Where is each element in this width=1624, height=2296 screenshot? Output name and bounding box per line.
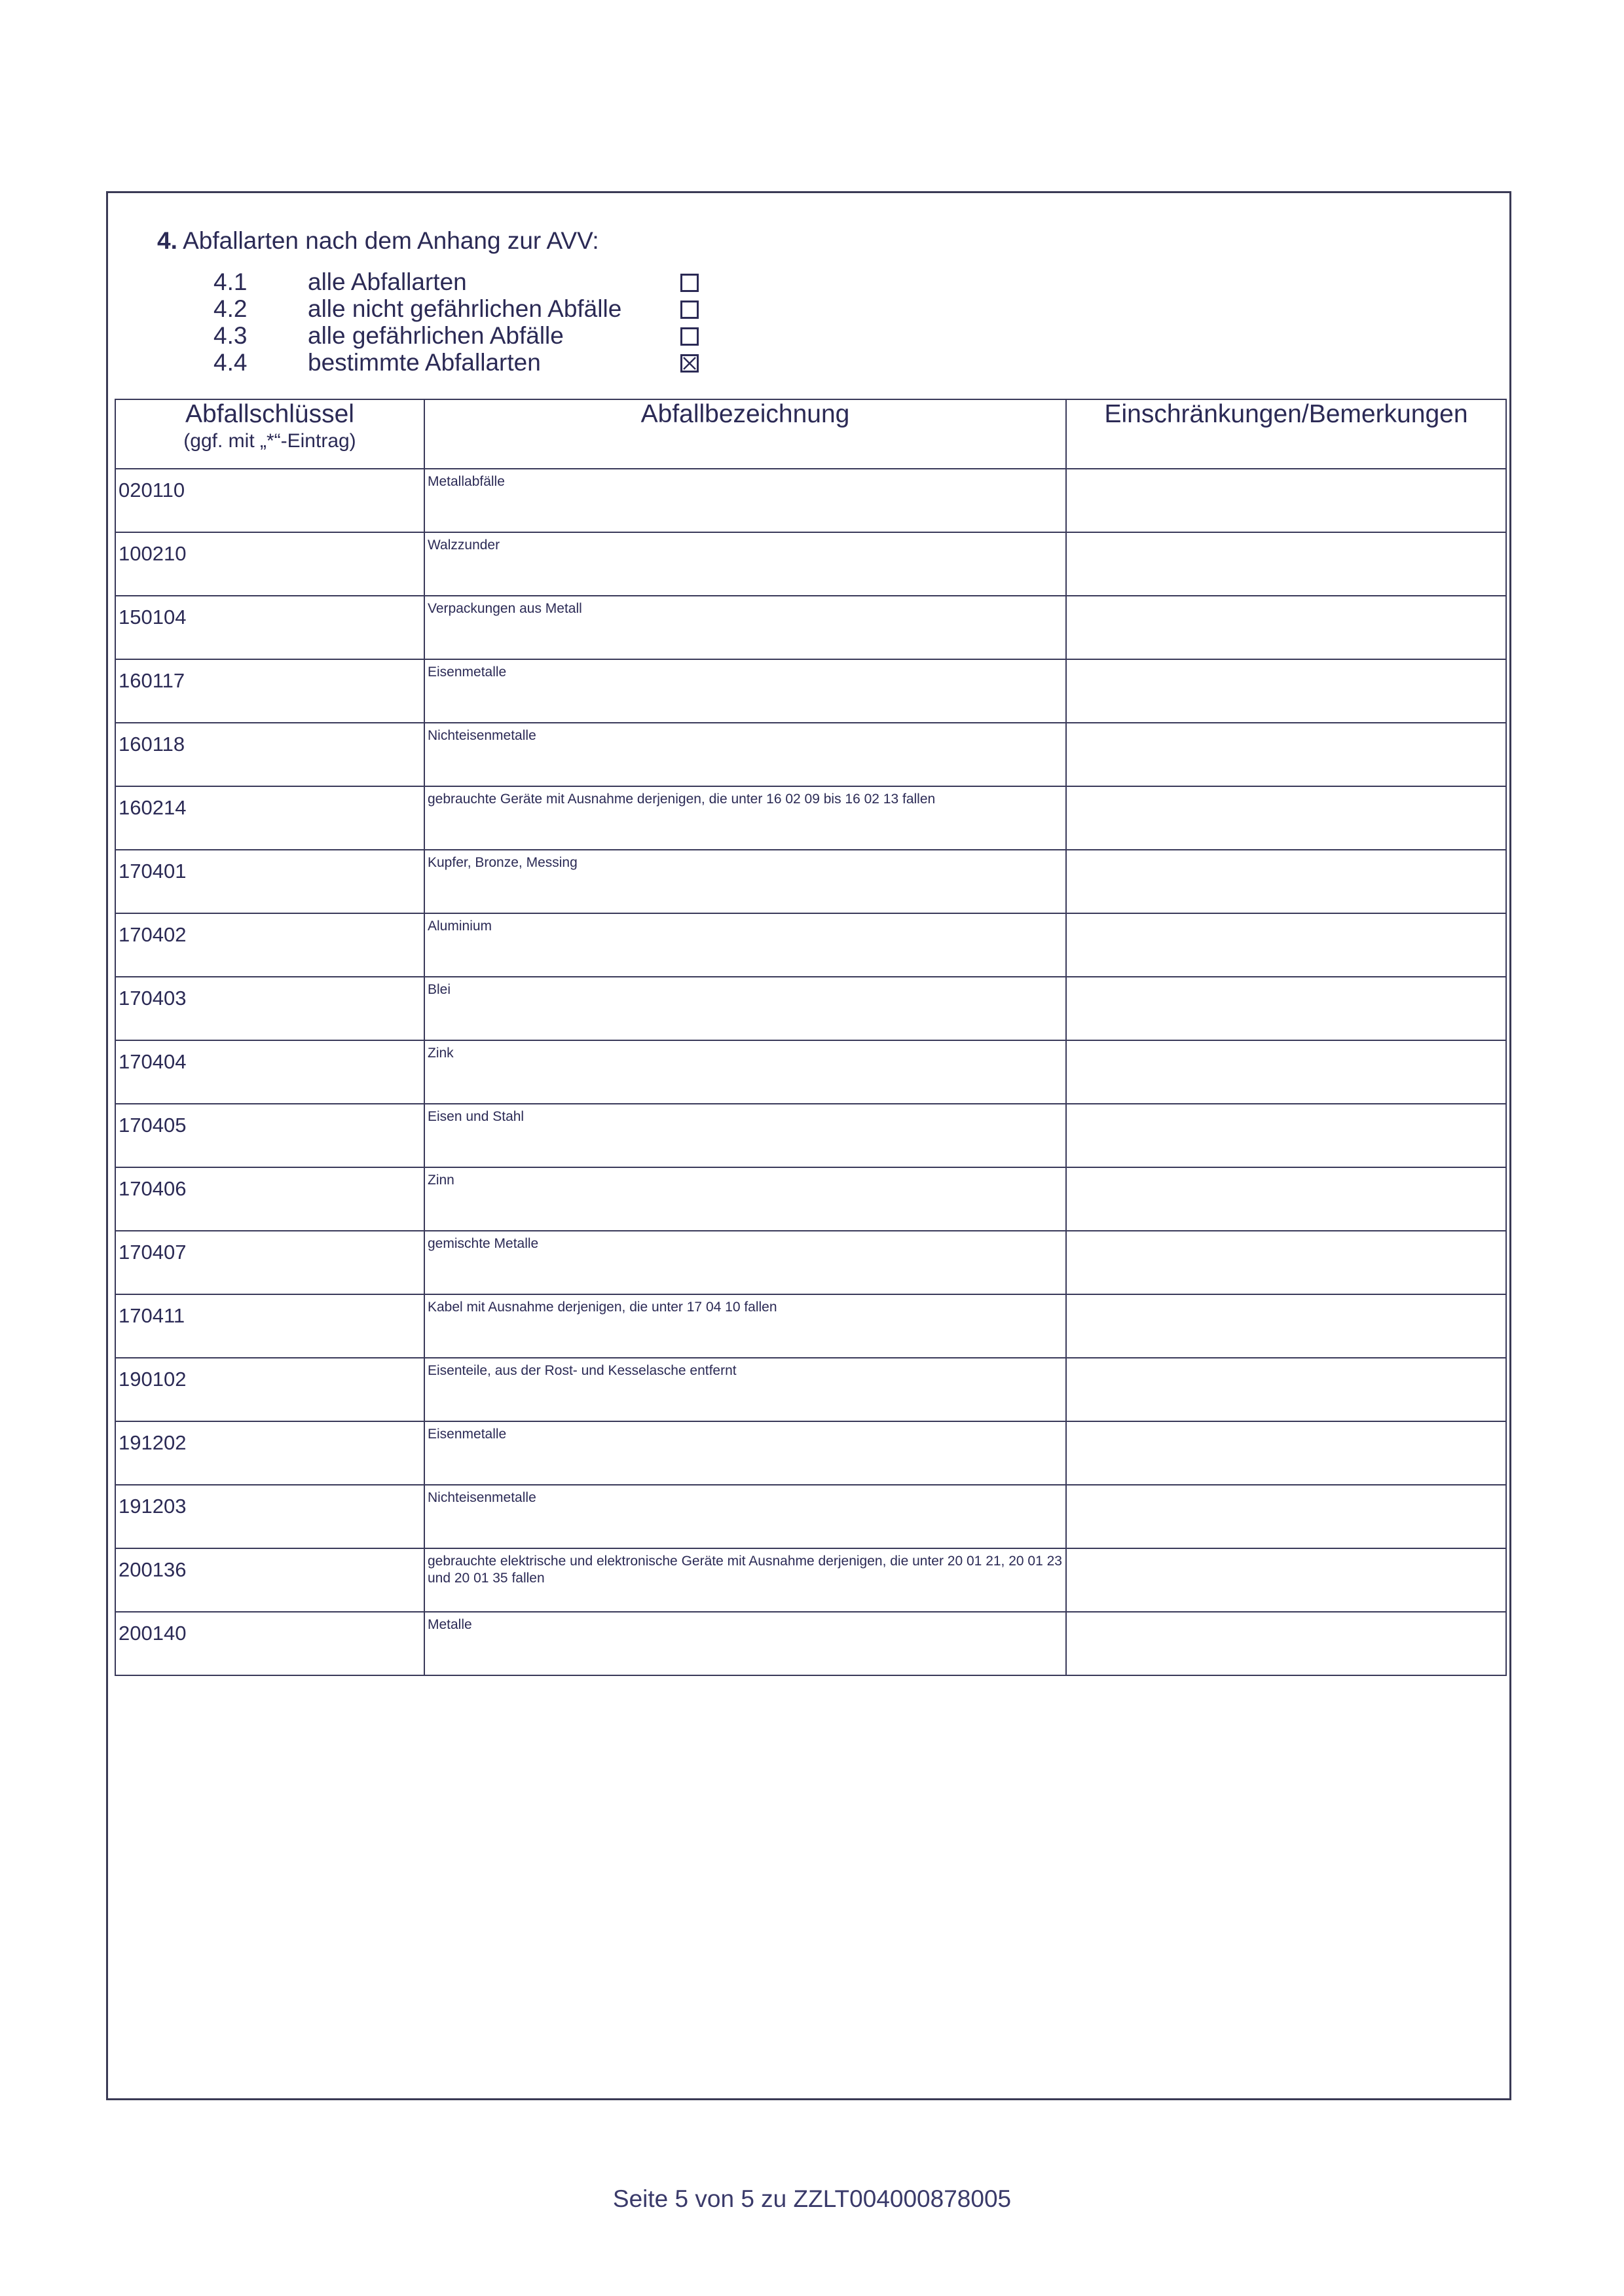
remark-cell bbox=[1066, 1231, 1506, 1294]
option-number: 4.4 bbox=[213, 349, 248, 376]
remark-cell bbox=[1066, 786, 1506, 850]
waste-code-cell: 170404 bbox=[115, 1040, 424, 1104]
table-row bbox=[115, 1485, 1506, 1548]
check-cross-icon bbox=[682, 356, 697, 371]
header-waste-name: Abfallbezeichnung bbox=[424, 399, 1066, 469]
table-row bbox=[115, 723, 1506, 786]
waste-code-cell: 150104 bbox=[115, 596, 424, 659]
waste-code-cell: 020110 bbox=[115, 469, 424, 532]
waste-name-cell: gebrauchte elektrische und elektronische Geräte mit Ausnahme derjenigen, die unter 20 01 21, 20 01 23 und 20 01 35 fallen bbox=[424, 1548, 1066, 1612]
waste-name-cell: Kabel mit Ausnahme derjenigen, die unter 17 04 10 fallen bbox=[424, 1294, 1066, 1358]
remark-cell bbox=[1066, 1421, 1506, 1485]
waste-name-cell: Zink bbox=[424, 1040, 1066, 1104]
waste-code-table bbox=[115, 399, 1507, 1676]
waste-code-cell: 170407 bbox=[115, 1231, 424, 1294]
option-number: 4.1 bbox=[213, 268, 248, 295]
table-body bbox=[115, 469, 1506, 1675]
checkbox-checked[interactable] bbox=[680, 354, 699, 373]
remark-cell bbox=[1066, 1548, 1506, 1612]
header-remarks: Einschränkungen/Bemerkungen bbox=[1066, 399, 1506, 469]
remark-cell bbox=[1066, 1294, 1506, 1358]
section-title: Abfallarten nach dem Anhang zur AVV: bbox=[183, 227, 599, 254]
waste-name-cell: Metalle bbox=[424, 1612, 1066, 1675]
waste-code-cell: 191202 bbox=[115, 1421, 424, 1485]
table-row bbox=[115, 596, 1506, 659]
waste-name-cell: Verpackungen aus Metall bbox=[424, 596, 1066, 659]
table-row bbox=[115, 1358, 1506, 1421]
waste-name-cell: Kupfer, Bronze, Messing bbox=[424, 850, 1066, 913]
waste-name-cell: Aluminium bbox=[424, 913, 1066, 977]
remark-cell bbox=[1066, 1040, 1506, 1104]
checkbox[interactable] bbox=[680, 301, 699, 319]
waste-code-cell: 170403 bbox=[115, 977, 424, 1040]
waste-name-cell: Zinn bbox=[424, 1167, 1066, 1231]
table-row bbox=[115, 532, 1506, 596]
option-label: bestimmte Abfallarten bbox=[308, 349, 541, 376]
waste-code-cell: 200140 bbox=[115, 1612, 424, 1675]
waste-name-cell: gebrauchte Geräte mit Ausnahme derjenigen, die unter 16 02 09 bis 16 02 13 fallen bbox=[424, 786, 1066, 850]
option-label: alle Abfallarten bbox=[308, 268, 467, 295]
table-row bbox=[115, 913, 1506, 977]
table-row bbox=[115, 977, 1506, 1040]
waste-code-cell: 160117 bbox=[115, 659, 424, 723]
table-row bbox=[115, 1421, 1506, 1485]
waste-code-cell: 200136 bbox=[115, 1548, 424, 1612]
remark-cell bbox=[1066, 723, 1506, 786]
remark-cell bbox=[1066, 596, 1506, 659]
remark-cell bbox=[1066, 659, 1506, 723]
table-row bbox=[115, 850, 1506, 913]
waste-name-cell: Eisenmetalle bbox=[424, 659, 1066, 723]
table-row bbox=[115, 1612, 1506, 1675]
table-row bbox=[115, 1548, 1506, 1612]
section-number: 4. bbox=[157, 227, 177, 254]
waste-name-cell: Metallabfälle bbox=[424, 469, 1066, 532]
remark-cell bbox=[1066, 1358, 1506, 1421]
table-row bbox=[115, 786, 1506, 850]
waste-code-cell: 170406 bbox=[115, 1167, 424, 1231]
waste-name-cell: gemischte Metalle bbox=[424, 1231, 1066, 1294]
option-number: 4.2 bbox=[213, 295, 248, 322]
waste-name-cell: Walzzunder bbox=[424, 532, 1066, 596]
remark-cell bbox=[1066, 850, 1506, 913]
remark-cell bbox=[1066, 532, 1506, 596]
waste-code-cell: 191203 bbox=[115, 1485, 424, 1548]
header-waste-key-sub: (ggf. mit „*“-Eintrag) bbox=[183, 430, 356, 452]
table-header-row bbox=[115, 399, 1506, 469]
waste-code-cell: 170402 bbox=[115, 913, 424, 977]
remark-cell bbox=[1066, 1104, 1506, 1167]
waste-code-cell: 190102 bbox=[115, 1358, 424, 1421]
page-footer: Seite 5 von 5 zu ZZLT004000878005 bbox=[612, 2185, 1012, 2212]
waste-code-cell: 160118 bbox=[115, 723, 424, 786]
waste-name-cell: Eisen und Stahl bbox=[424, 1104, 1066, 1167]
remark-cell bbox=[1066, 1167, 1506, 1231]
header-waste-key-label: Abfallschlüssel bbox=[185, 400, 354, 428]
waste-code-cell: 170411 bbox=[115, 1294, 424, 1358]
table-row bbox=[115, 1231, 1506, 1294]
section-heading bbox=[157, 227, 599, 255]
waste-name-cell: Blei bbox=[424, 977, 1066, 1040]
header-waste-key bbox=[115, 399, 424, 469]
table-row bbox=[115, 1040, 1506, 1104]
waste-name-cell: Nichteisenmetalle bbox=[424, 1485, 1066, 1548]
table-row bbox=[115, 1294, 1506, 1358]
table-row bbox=[115, 1167, 1506, 1231]
waste-code-cell: 100210 bbox=[115, 532, 424, 596]
option-label: alle nicht gefährlichen Abfälle bbox=[308, 295, 622, 322]
remark-cell bbox=[1066, 1612, 1506, 1675]
table-row bbox=[115, 469, 1506, 532]
remark-cell bbox=[1066, 469, 1506, 532]
checkbox[interactable] bbox=[680, 274, 699, 292]
waste-code-cell: 170401 bbox=[115, 850, 424, 913]
waste-code-cell: 170405 bbox=[115, 1104, 424, 1167]
waste-name-cell: Eisenteile, aus der Rost- und Kesselasche entfernt bbox=[424, 1358, 1066, 1421]
option-number: 4.3 bbox=[213, 322, 248, 349]
table-row bbox=[115, 659, 1506, 723]
waste-name-cell: Eisenmetalle bbox=[424, 1421, 1066, 1485]
remark-cell bbox=[1066, 913, 1506, 977]
option-label: alle gefährlichen Abfälle bbox=[308, 322, 564, 349]
checkbox[interactable] bbox=[680, 327, 699, 346]
table-row bbox=[115, 1104, 1506, 1167]
remark-cell bbox=[1066, 1485, 1506, 1548]
waste-code-cell: 160214 bbox=[115, 786, 424, 850]
waste-name-cell: Nichteisenmetalle bbox=[424, 723, 1066, 786]
remark-cell bbox=[1066, 977, 1506, 1040]
